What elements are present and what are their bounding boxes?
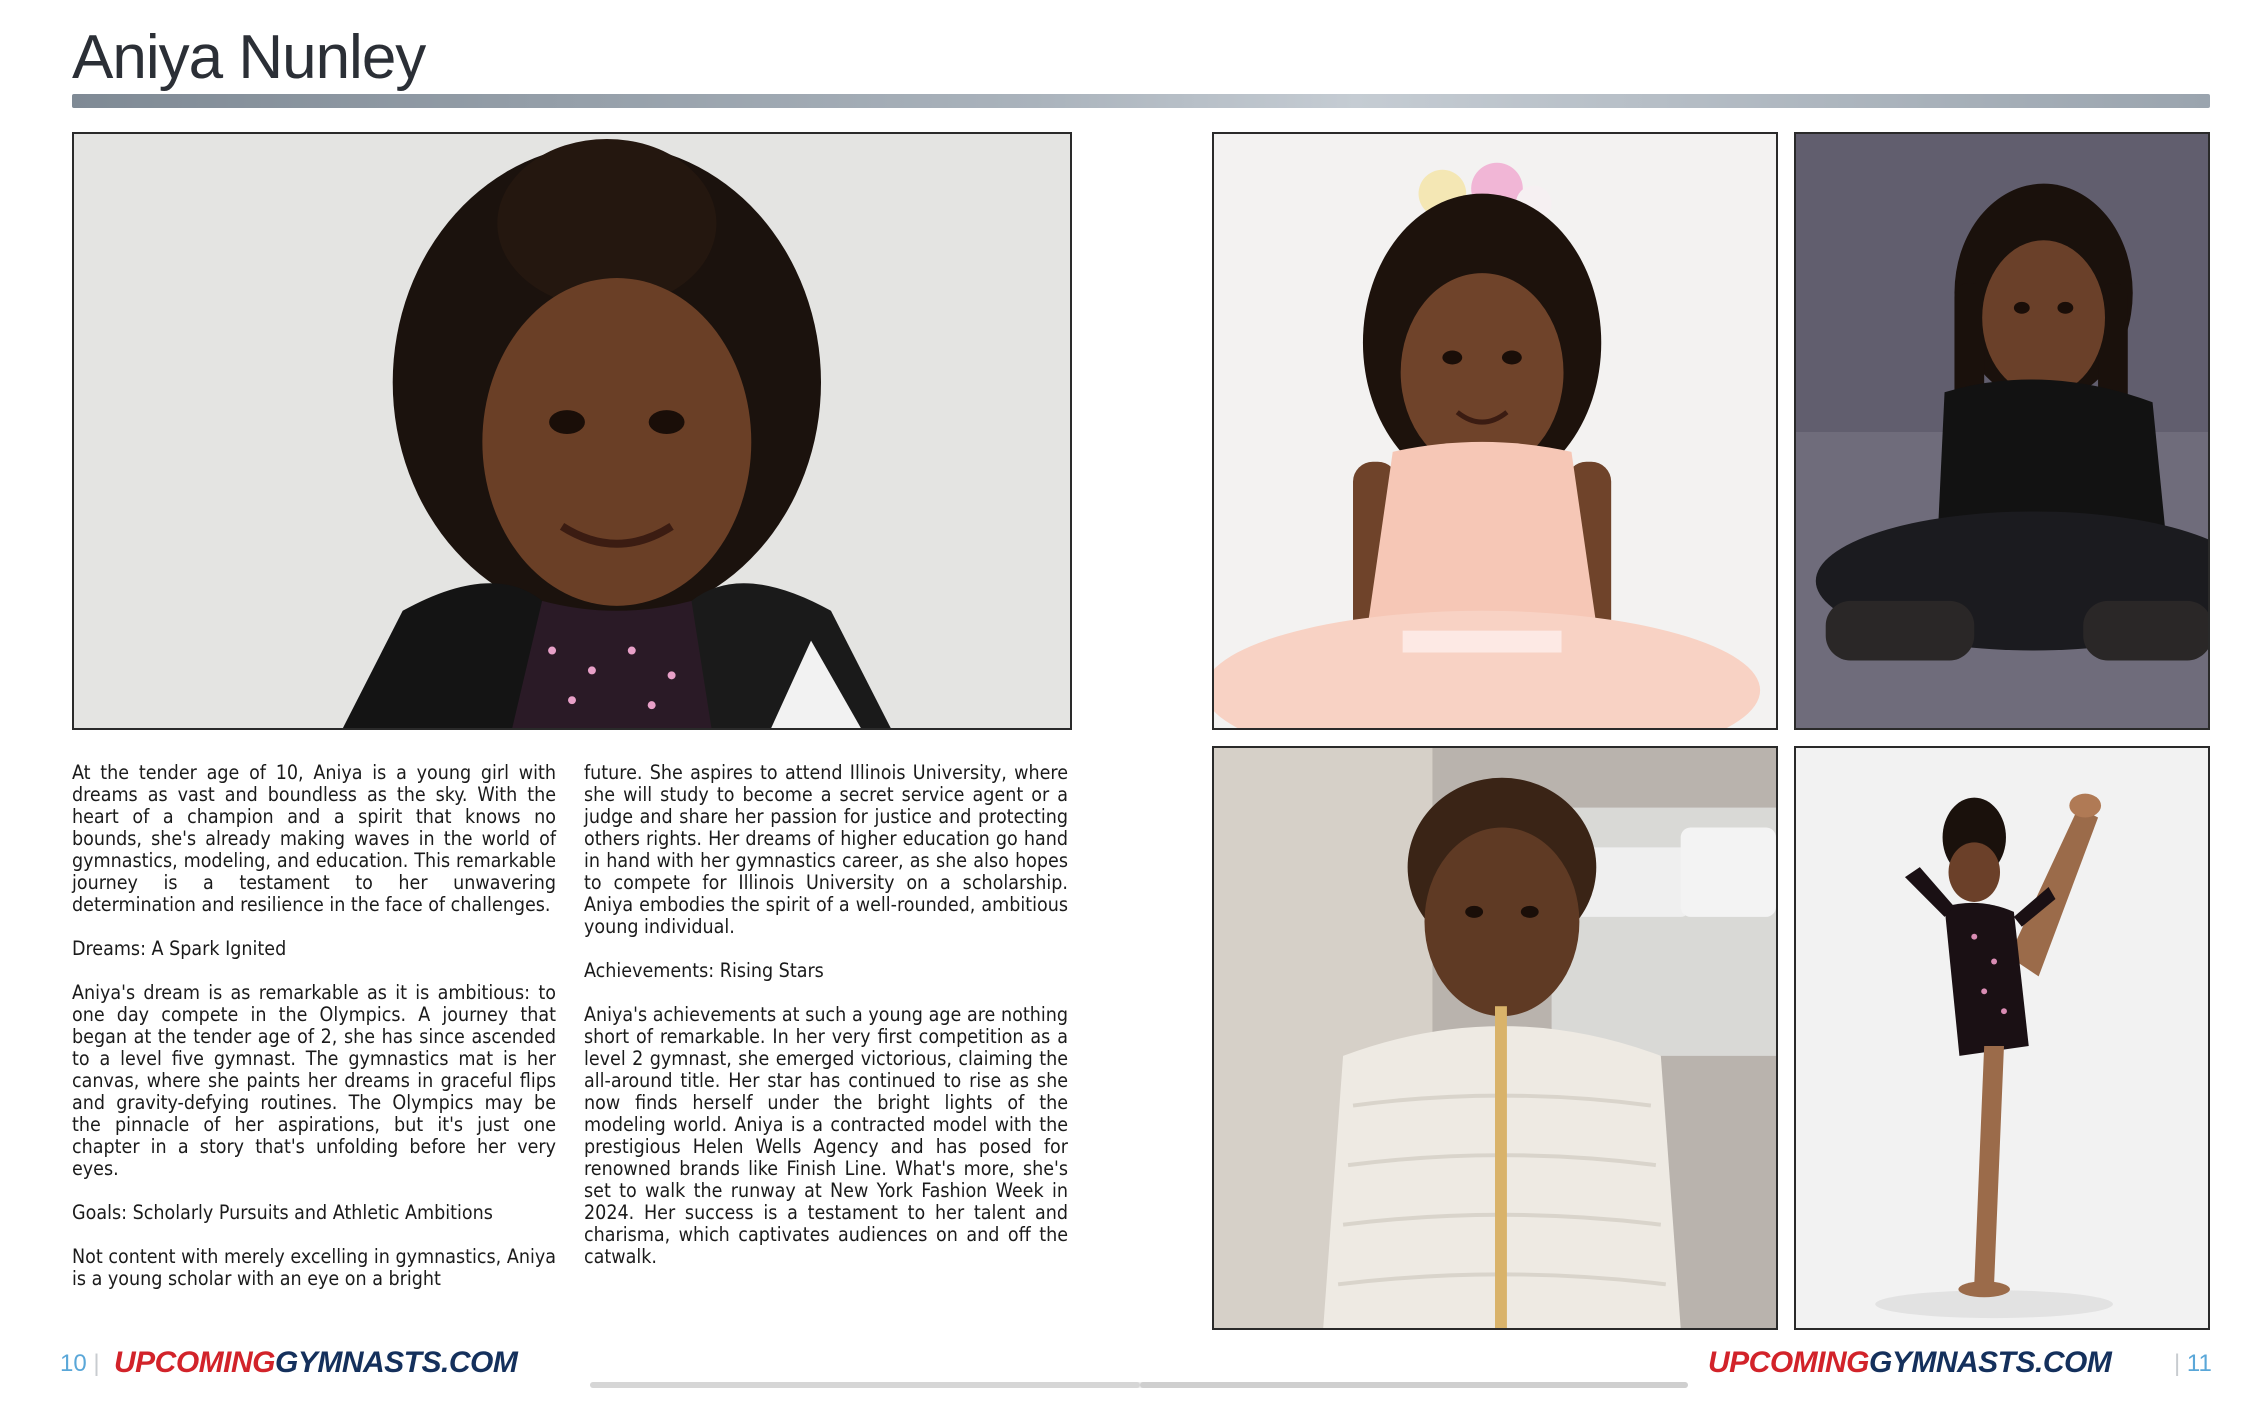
- spread-scrollbar[interactable]: [590, 1382, 1688, 1388]
- page-title: Aniya Nunley: [72, 23, 426, 92]
- right-page-number: | 11: [2174, 1350, 2212, 1377]
- portrait-photo-white-coat: [1212, 746, 1778, 1330]
- page-number-separator: |: [2174, 1350, 2181, 1377]
- scrollbar-thumb-right[interactable]: [1140, 1382, 1688, 1388]
- section-heading-goals: Goals: Scholarly Pursuits and Athletic Ambitions: [72, 1201, 493, 1224]
- portrait-photo-pink-dress: [1212, 132, 1778, 730]
- portrait-photo-headshot: [72, 132, 1072, 730]
- brand-logo-left[interactable]: UPCOMINGGYMNASTS.COM: [114, 1346, 518, 1379]
- portrait-photo-black-outfit: [1794, 132, 2210, 730]
- paragraph-dreams: Aniya's dream is as remarkable as it is ambitious: to one day compete in the Olympics. A journey that began at the tender age of 2, she has since ascended to a level five gymnast. The gymnastics mat is her canvas, where she paints her dreams in graceful flips and gravity-defying routines. The Olympics may be the pinnacle of her aspirations, but it's just one chapter in a story that's unfolding before her very eyes.: [72, 981, 556, 1180]
- title-divider: [72, 94, 2210, 108]
- left-page-number: 10 |: [60, 1350, 100, 1377]
- section-heading-dreams: Dreams: A Spark Ignited: [72, 937, 287, 960]
- paragraph-intro: At the tender age of 10, Aniya is a young girl with dreams as vast and boundless as the sky. With the heart of a champion and a spirit that knows no bounds, she's already making waves in the world of gymnastics, modeling, and education. This remarkable journey is a testament to her unwavering determination and resilience in the face of challenges.: [72, 761, 556, 916]
- paragraph-goals-start: Not content with merely excelling in gymnastics, Aniya is a young scholar with an eye on a bright: [72, 1245, 556, 1290]
- brand-logo-right[interactable]: UPCOMINGGYMNASTS.COM: [1708, 1346, 2112, 1379]
- article-column-2: [584, 762, 1068, 1290]
- paragraph-goals-continued: future. She aspires to attend Illinois University, where she will study to become a secret service agent or a judge and share her passion for justice and protecting others rights. Her dreams of higher education go hand in hand with her gymnastics career, as she also hopes to compete for Illinois University on a scholarship. Aniya embodies the spirit of a well-rounded, ambitious young individual.: [584, 761, 1068, 938]
- section-heading-achievements: Achievements: Rising Stars: [584, 959, 824, 982]
- article-column-1: [72, 762, 556, 1312]
- paragraph-achievements: Aniya's achievements at such a young age are nothing short of remarkable. In her very first competition as a level 2 gymnast, she emerged victorious, claiming the all-around title. Her star has continued to rise as she now finds herself under the bright lights of the modeling world. Aniya is a contracted model with the prestigious Helen Wells Agency and has posed for renowned brands like Finish Line. What's more, she's set to walk the runway at New York Fashion Week in 2024. Her success is a testament to her talent and charisma, which captivates audiences on and off the catwalk.: [584, 1003, 1068, 1268]
- portrait-photo-gymnastics-kick: [1794, 746, 2210, 1330]
- scrollbar-thumb-left[interactable]: [590, 1382, 1140, 1388]
- page-number-separator: |: [93, 1350, 100, 1377]
